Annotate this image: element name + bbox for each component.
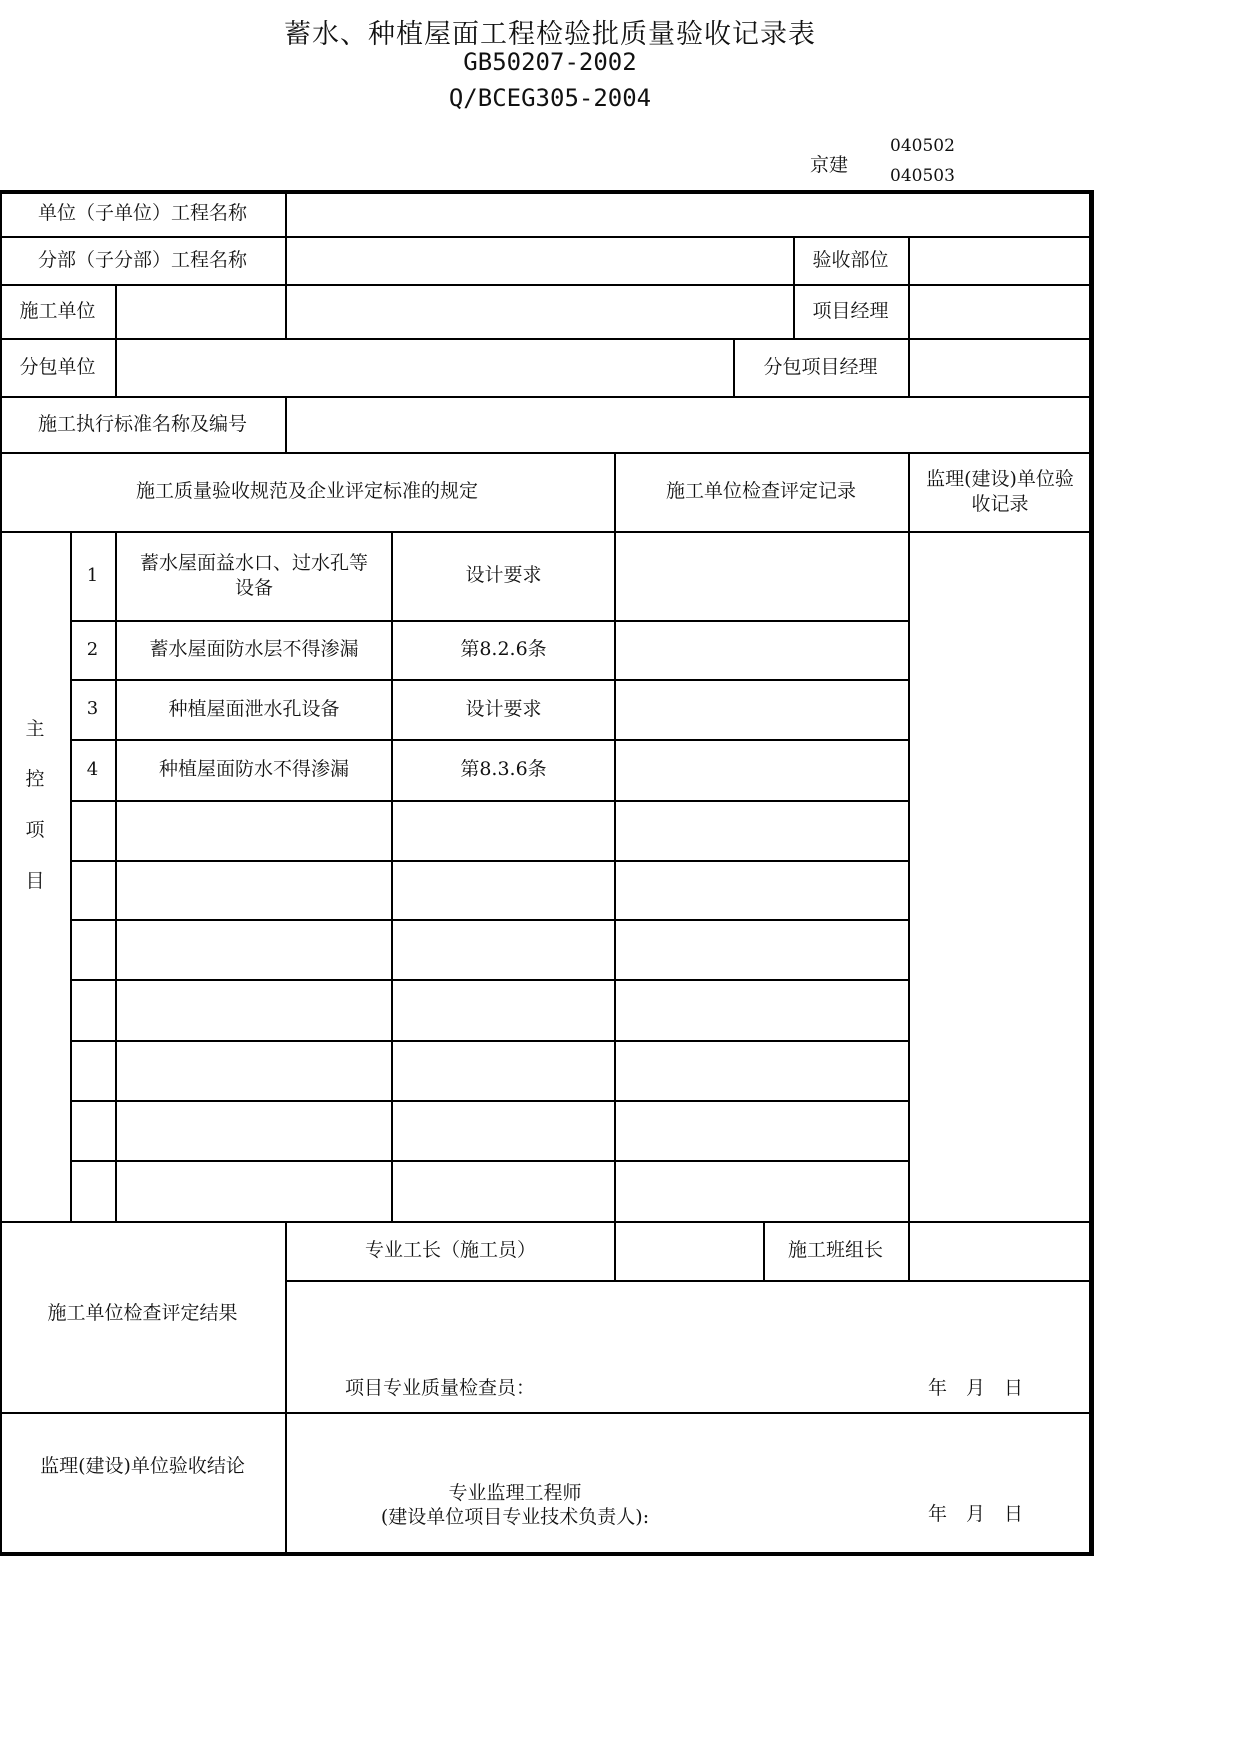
rule: [70, 919, 908, 921]
standard-name-field[interactable]: [287, 396, 1090, 452]
inspection-record-column-header: 施工单位检查评定记录: [665, 480, 856, 503]
form-code-1: 040502: [890, 136, 955, 156]
form-code-2: 040503: [890, 166, 955, 186]
engineer-label-line1: 专业监理工程师: [448, 1481, 582, 1504]
sub-project-name-label: 分部（子分部）工程名称: [37, 248, 247, 271]
rule: [285, 1280, 1090, 1282]
check-result-label: 施工单位检查评定结果: [47, 1302, 238, 1324]
quality-inspector-label: 项目专业质量检查员：: [345, 1376, 536, 1399]
item-requirement: 设计要求: [465, 697, 542, 720]
rule: [70, 1160, 908, 1162]
team-leader-label: 施工班组长: [787, 1239, 883, 1262]
main-control-char: 主: [25, 717, 45, 740]
item-description: 种植屋面泄水孔设备: [168, 697, 340, 720]
unit-project-name-field[interactable]: [287, 190, 1090, 236]
item-description: 蓄水屋面防水层不得渗漏: [149, 638, 359, 661]
item-description: 蓄水屋面益水口、过水孔等设备: [139, 551, 368, 599]
code-label: 京建: [810, 154, 849, 176]
rule: [908, 452, 910, 1280]
foreman-field[interactable]: [616, 1221, 763, 1280]
item-number: 3: [86, 698, 99, 720]
rule: [70, 979, 908, 981]
item-requirement: 设计要求: [465, 564, 542, 587]
standard-name-label: 施工执行标准名称及编号: [37, 412, 247, 435]
supervision-record-column-header: 监理(建设)单位验收记录: [926, 467, 1074, 515]
standard-code-q: Q/BCEG305-2004: [448, 84, 652, 112]
project-manager-field[interactable]: [910, 284, 1090, 338]
subcontract-manager-label: 分包项目经理: [763, 355, 878, 378]
acceptance-part-label: 验收部位: [812, 248, 889, 271]
standard-code-gb: GB50207-2002: [463, 48, 637, 76]
item-requirement: 第8.3.6条: [460, 758, 547, 781]
subcontract-unit-label: 分包单位: [19, 355, 96, 378]
supervision-conclusion-label: 监理(建设)单位验收结论: [40, 1455, 245, 1477]
item-requirement: 第8.2.6条: [460, 638, 547, 661]
rule: [70, 1040, 908, 1042]
acceptance-part-field[interactable]: [910, 236, 1090, 284]
project-manager-label: 项目经理: [812, 299, 889, 322]
conclusion-date: 年 月 日: [928, 1502, 1024, 1525]
main-control-char: 项: [25, 819, 45, 841]
rule: [70, 1100, 908, 1102]
unit-project-name-label: 单位（子单位）工程名称: [37, 201, 247, 224]
foreman-label: 专业工长（施工员）: [364, 1239, 536, 1262]
main-control-char: 目: [25, 869, 45, 892]
item-number: 1: [86, 564, 99, 586]
form-title: 蓄水、种植屋面工程检验批质量验收记录表: [284, 19, 816, 50]
rule: [70, 860, 908, 862]
engineer-label-line2: (建设单位项目专业技术负责人):: [380, 1505, 650, 1528]
team-leader-field[interactable]: [910, 1221, 1090, 1280]
main-control-char: 控: [25, 768, 45, 791]
item-description: 种植屋面防水不得渗漏: [158, 758, 349, 781]
inspection-form-table: [0, 190, 1094, 1556]
construction-unit-field[interactable]: [117, 284, 793, 338]
subcontract-manager-field[interactable]: [910, 338, 1090, 396]
rule: [70, 800, 908, 802]
sub-project-name-field[interactable]: [287, 236, 793, 284]
spec-column-header: 施工质量验收规范及企业评定标准的规定: [135, 480, 478, 503]
subcontract-unit-field[interactable]: [117, 338, 733, 396]
rule: [614, 452, 616, 1221]
result-date: 年 月 日: [928, 1376, 1024, 1399]
item-number: 2: [86, 638, 99, 660]
construction-unit-label: 施工单位: [19, 299, 96, 322]
item-number: 4: [86, 758, 99, 780]
main-control-label: [0, 690, 70, 920]
